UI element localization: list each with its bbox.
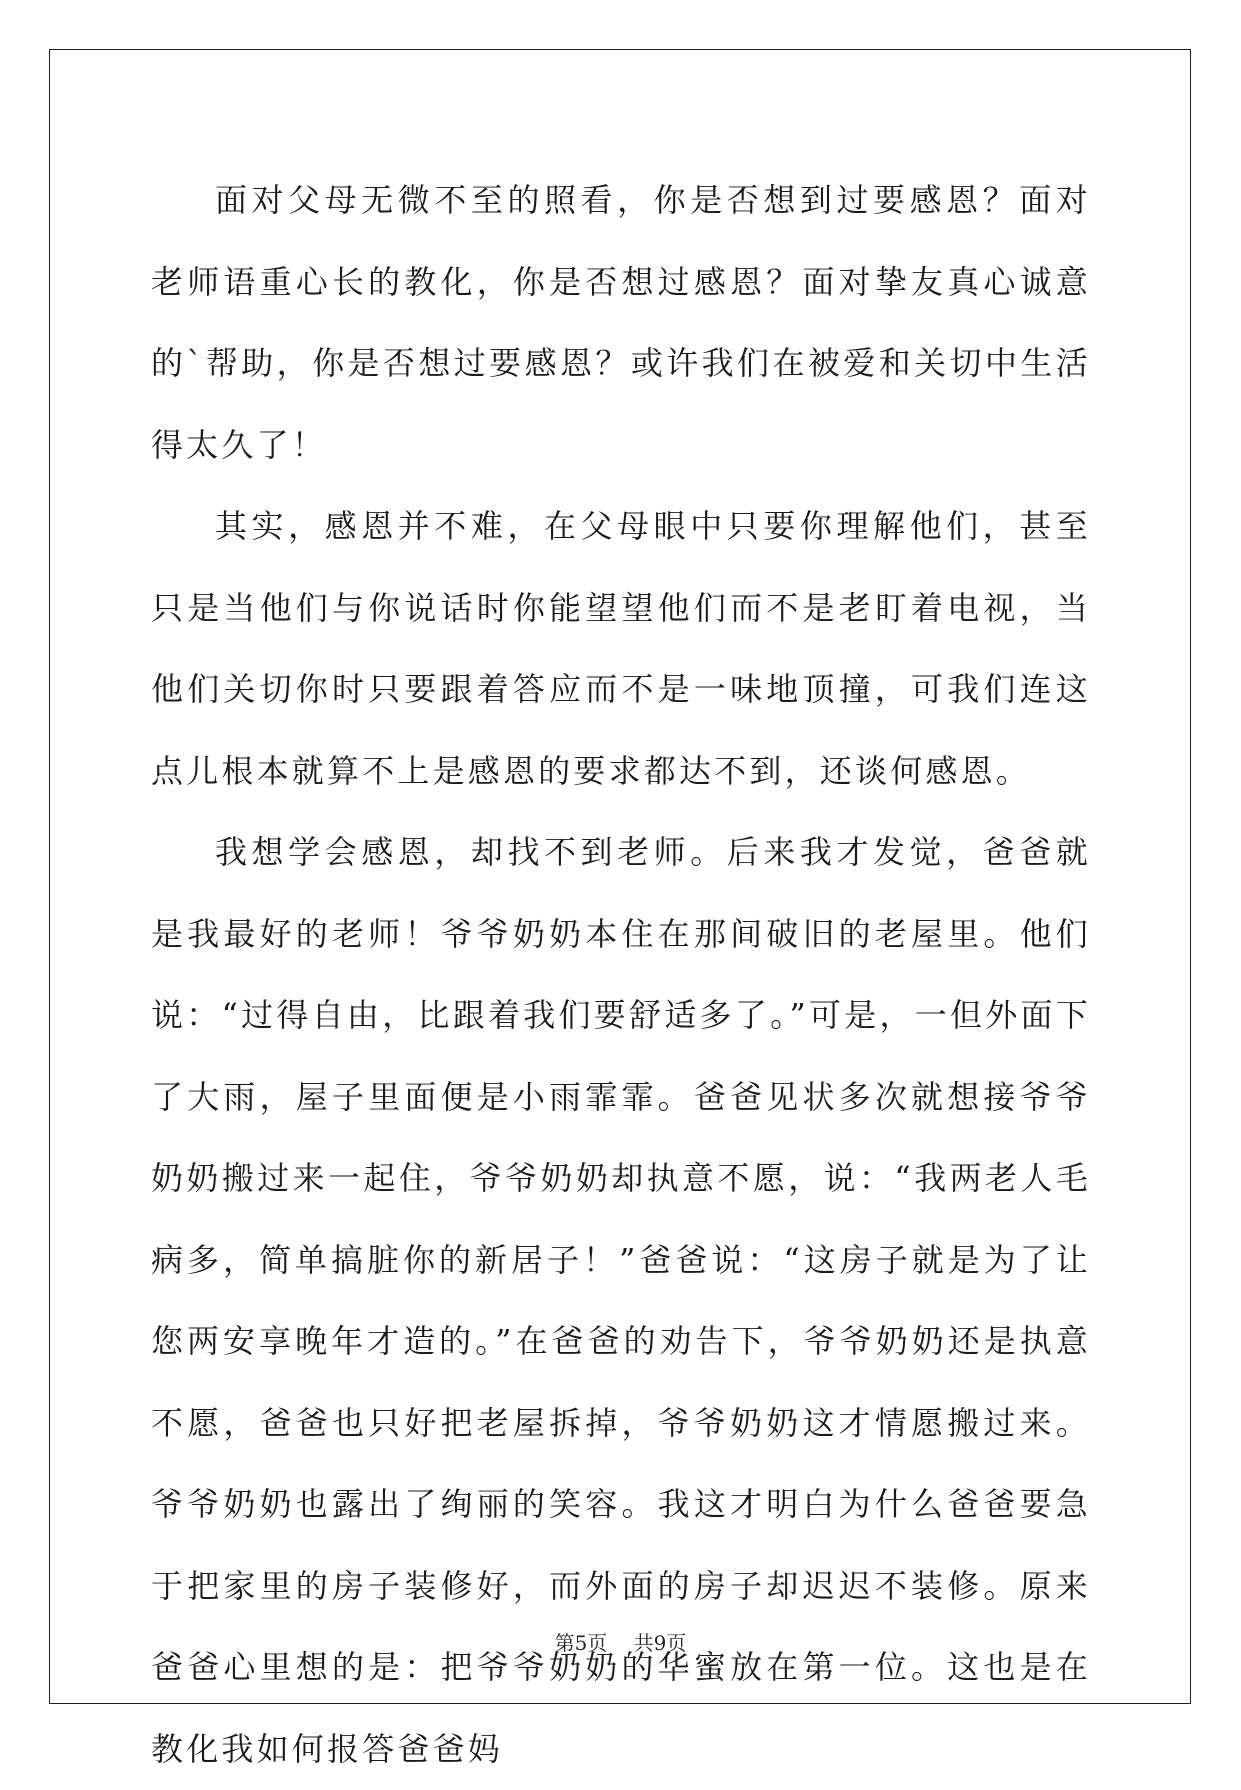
- current-page-number: 第5页: [554, 1631, 608, 1655]
- paragraph-3: 我想学会感恩，却找不到老师。后来我才发觉，爸爸就是我最好的老师！爷爷奶奶本住在那间破旧的老屋里。他们说：“过得自由，比跟着我们要舒适多了。”可是，一但外面下了大雨，屋子里面便是小雨霏霏。爸爸见状多次就想接爷爷奶奶搬过来一起住，爷爷奶奶却执意不愿，说：“我两老人毛病多，简单搞脏你的新居子！”爸爸说：“这房子就是为了让您两安享晚年才造的。”在爸爸的劝告下，爷爷奶奶还是执意不愿，爸爸也只好把老屋拆掉，爷爷奶奶这才情愿搬过来。爷爷奶奶也露出了绚丽的笑容。我这才明白为什么爸爸要急于把家里的房子装修好，而外面的房子却迟迟不装修。原来爸爸心里想的是：把爷爷奶奶的华蜜放在第一位。这也是在教化我如何报答爸爸妈: [151, 833, 1091, 1768]
- document-body: [151, 160, 1091, 1790]
- paragraph-2: 其实，感恩并不难，在父母眼中只要你理解他们，甚至只是当他们与你说话时你能望望他们而不是老盯着电视，当他们关切你时只要跟着答应而不是一味地顶撞，可我们连这点儿根本就算不上是感恩的要求都达不到，还谈何感恩。: [151, 507, 1091, 790]
- total-page-count: 共9页: [633, 1631, 687, 1655]
- paragraph-1: 面对父母无微不至的照看，你是否想到过要感恩？面对老师语重心长的教化，你是否想过感恩？面对挚友真心诚意的`帮助，你是否想过要感恩？或许我们在被爱和关切中生活得太久了！: [151, 181, 1091, 464]
- page-footer: [0, 1627, 1241, 1656]
